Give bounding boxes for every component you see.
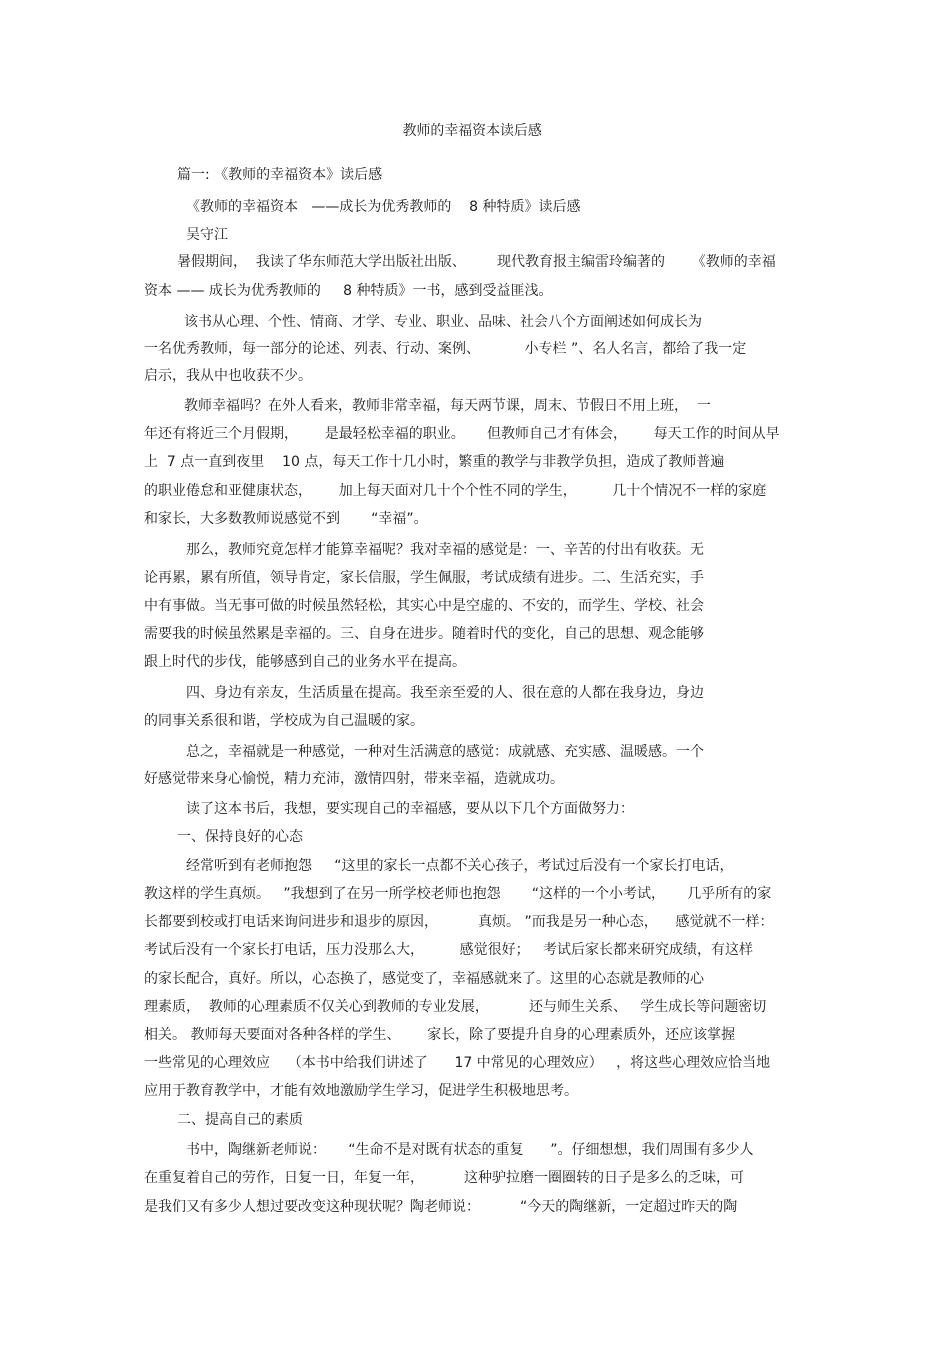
text-line: 一些常见的心理效应 （本书中给我们讲述了 17 中常见的心理效应） ，将这些心理效应恰当地	[144, 1055, 771, 1071]
text-line: 书中，陶继新老师说： “生命不是对既有状态的重复 ”。仔细想想，我们周围有多少人	[186, 1142, 754, 1158]
text-line: 那么，教师究竟怎样才能算幸福呢？我对幸福的感觉是：一、辛苦的付出有收获。无	[186, 542, 704, 558]
text-line: 读了这本书后，我想，要实现自己的幸福感，要从以下几个方面做努力：	[186, 801, 634, 817]
text-line: 的家长配合，真好。所以，心态换了，感觉变了，幸福感就来了。这里的心态就是教师的心	[144, 971, 704, 987]
section-heading: 二、提高自己的素质	[177, 1112, 303, 1128]
text-line: 教这样的学生真烦。 ”我想到了在另一所学校老师也抱怨 “这样的一个小考试， 几乎所有的家	[144, 886, 772, 902]
text-line: 该书从心理、个性、情商、才学、专业、职业、品味、社会八个方面阐述如何成长为	[184, 314, 702, 330]
text-line: 好感觉带来身心愉悦，精力充沛，激情四射，带来幸福，造就成功。	[144, 771, 564, 787]
section-heading: 一、保持良好的心态	[177, 829, 303, 845]
text-line: 和家长，大多数教师说感觉不到 “幸福”。	[144, 511, 428, 527]
text-line: 需要我的时候虽然累是幸福的。三、自身在进步。随着时代的变化，自己的思想、观念能够	[144, 626, 704, 642]
text-line: 暑假期间， 我读了华东师范大学出版社出版、 现代教育报主编雷玲编著的 《教师的幸福	[177, 254, 776, 270]
text-line: 考试后没有一个家长打电话，压力没那么大， 感觉很好； 考试后家长都来研究成绩，有这样	[144, 942, 753, 958]
text-line: 总之，幸福就是一种感觉，一种对生活满意的感觉：成就感、充实感、温暖感。一个	[186, 744, 704, 760]
text-line: 吴守江	[186, 227, 228, 243]
text-line: 应用于教育教学中，才能有效地激励学生学习，促进学生积极地思考。	[144, 1083, 578, 1099]
text-line: 篇一: 《教师的幸福资本》读后感	[177, 167, 383, 183]
text-line: 理素质， 教师的心理素质不仅关心到教师的专业发展， 还与师生关系、 学生成长等问题密切	[144, 999, 767, 1015]
text-line: 的职业倦怠和亚健康状态， 加上每天面对几十个个性不同的学生， 几十个情况不一样的家庭	[144, 483, 767, 499]
text-line: 教师幸福吗？在外人看来，教师非常幸福，每天两节课，周末、节假日不用上班， 一	[184, 398, 711, 414]
text-line: 跟上时代的步伐，能够感到自己的业务水平在提高。	[144, 654, 466, 670]
text-line: 《教师的幸福资本 ——成长为优秀教师的 8 种特质》读后感	[186, 199, 581, 215]
document-title: 教师的幸福资本读后感	[402, 123, 542, 139]
text-line: 是我们又有多少人想过要改变这种现状呢？陶老师说： “今天的陶继新，一定超过昨天的陶	[144, 1199, 738, 1215]
text-line: 一名优秀教师，每一部分的论述、列表、行动、案例、 小专栏 ”、名人名言，都给了我一定	[144, 341, 747, 357]
text-line: 经常听到有老师抱怨 “这里的家长一点都不关心孩子，考试过后没有一个家长打电话，	[186, 858, 734, 874]
text-line: 论再累，累有所值，领导肯定，家长信服，学生佩服，考试成绩有进步。二、生活充实，手	[144, 570, 704, 586]
text-line: 资本 —— 成长为优秀教师的 8 种特质》一书，感到受益匪浅。	[144, 283, 553, 299]
text-line: 四、身边有亲友，生活质量在提高。我至亲至爱的人、很在意的人都在我身边，身边	[186, 685, 704, 701]
text-line: 上 7 点一直到夜里 10 点，每天工作十几小时，繁重的教学与非教学负担，造成了教师普遍	[144, 454, 725, 470]
text-line: 启示，我从中也收获不少。	[144, 368, 312, 384]
text-line: 长都要到校或打电话来询问进步和退步的原因， 真烦。 ”而我是另一种心态， 感觉就不一样：	[144, 914, 774, 930]
text-line: 年还有将近三个月假期， 是最轻松幸福的职业。 但教师自己才有体会， 每天工作的时间从早	[144, 426, 780, 442]
text-line: 的同事关系很和谐，学校成为自己温暖的家。	[144, 713, 424, 729]
text-line: 在重复着自己的劳作，日复一日，年复一年， 这种驴拉磨一圈圈转的日子是多么的乏味，可	[144, 1170, 745, 1186]
text-line: 相关。 教师每天要面对各种各样的学生、 家长，除了要提升自身的心理素质外，还应该掌握	[144, 1027, 736, 1043]
text-line: 中有事做。当无事可做的时候虽然轻松，其实心中是空虚的、不安的，而学生、学校、社会	[144, 598, 704, 614]
